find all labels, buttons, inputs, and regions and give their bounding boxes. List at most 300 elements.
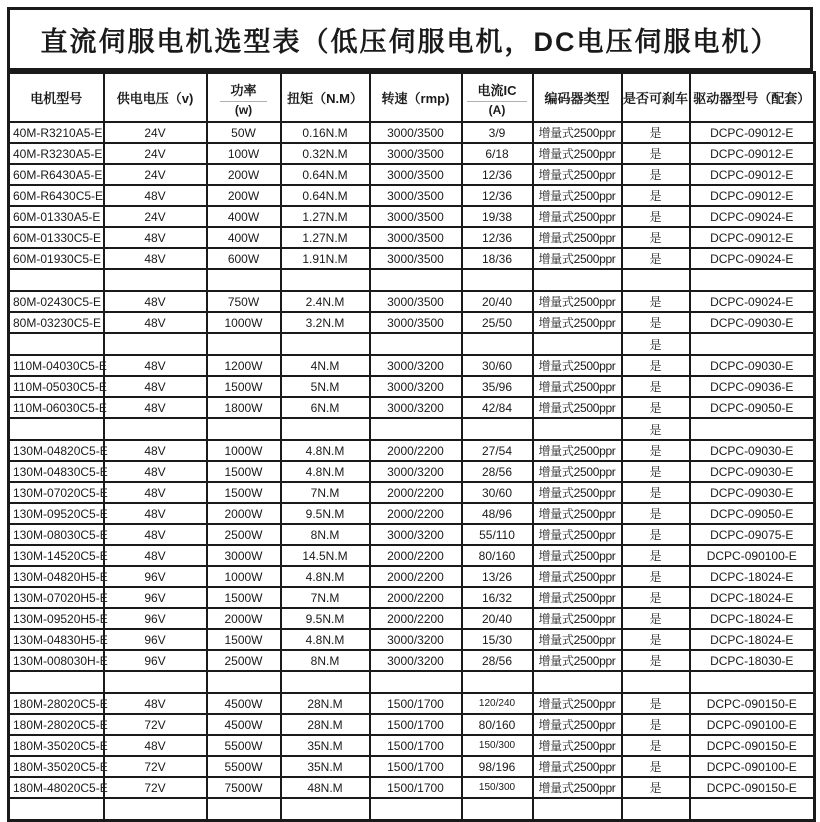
cell-driver bbox=[690, 418, 815, 440]
cell-encoder: 增量式2500ppr bbox=[533, 650, 622, 671]
cell-voltage: 96V bbox=[104, 608, 207, 629]
cell-power bbox=[207, 418, 281, 440]
cell-power: 400W bbox=[207, 227, 281, 248]
cell-driver: DCPC-09024-E bbox=[690, 291, 815, 312]
cell-torque: 28N.M bbox=[281, 714, 370, 735]
cell-current: 80/160 bbox=[462, 714, 533, 735]
cell-driver: DCPC-090150-E bbox=[690, 735, 815, 756]
cell-brake: 是 bbox=[622, 545, 690, 566]
cell-encoder: 增量式2500ppr bbox=[533, 587, 622, 608]
cell-current: 12/36 bbox=[462, 185, 533, 206]
column-header-voltage: 供电电压（v) bbox=[104, 73, 207, 123]
cell-power: 7500W bbox=[207, 777, 281, 798]
cell-encoder: 增量式2500ppr bbox=[533, 608, 622, 629]
motor-table bbox=[7, 71, 816, 822]
cell-driver: DCPC-09036-E bbox=[690, 376, 815, 397]
cell-speed: 2000/2200 bbox=[370, 503, 462, 524]
cell-brake bbox=[622, 671, 690, 693]
cell-brake: 是 bbox=[622, 355, 690, 376]
cell-brake: 是 bbox=[622, 312, 690, 333]
cell-driver: DCPC-09030-E bbox=[690, 312, 815, 333]
cell-driver: DCPC-09030-E bbox=[690, 355, 815, 376]
cell-voltage: 96V bbox=[104, 629, 207, 650]
cell-driver: DCPC-09050-E bbox=[690, 503, 815, 524]
cell-driver: DCPC-090100-E bbox=[690, 756, 815, 777]
cell-power: 5500W bbox=[207, 735, 281, 756]
column-header-model: 电机型号 bbox=[9, 73, 104, 123]
cell-torque: 4.8N.M bbox=[281, 461, 370, 482]
cell-speed: 2000/2200 bbox=[370, 482, 462, 503]
cell-model: 40M-R3230A5-E bbox=[9, 143, 104, 164]
table-row bbox=[9, 587, 815, 608]
cell-speed: 3000/3200 bbox=[370, 397, 462, 418]
cell-current: 48/96 bbox=[462, 503, 533, 524]
cell-speed: 3000/3500 bbox=[370, 185, 462, 206]
cell-current: 28/56 bbox=[462, 461, 533, 482]
cell-model: 60M-01330A5-E bbox=[9, 206, 104, 227]
cell-speed: 2000/2200 bbox=[370, 440, 462, 461]
cell-model: 130M-09520C5-E bbox=[9, 503, 104, 524]
cell-brake: 是 bbox=[622, 756, 690, 777]
cell-speed: 3000/3200 bbox=[370, 376, 462, 397]
cell-torque: 35N.M bbox=[281, 735, 370, 756]
cell-current: 18/36 bbox=[462, 248, 533, 269]
cell-torque: 48N.M bbox=[281, 777, 370, 798]
cell-driver: DCPC-090150-E bbox=[690, 693, 815, 714]
cell-torque: 1.91N.M bbox=[281, 248, 370, 269]
cell-driver: DCPC-090150-E bbox=[690, 777, 815, 798]
cell-voltage: 96V bbox=[104, 587, 207, 608]
cell-voltage: 48V bbox=[104, 227, 207, 248]
cell-speed: 2000/2200 bbox=[370, 587, 462, 608]
cell-torque: 2.4N.M bbox=[281, 291, 370, 312]
cell-current: 98/196 bbox=[462, 756, 533, 777]
cell-current: 20/40 bbox=[462, 291, 533, 312]
cell-model: 130M-07020C5-E bbox=[9, 482, 104, 503]
cell-encoder: 增量式2500ppr bbox=[533, 355, 622, 376]
cell-voltage: 24V bbox=[104, 143, 207, 164]
cell-driver: DCPC-09012-E bbox=[690, 227, 815, 248]
page-title: 直流伺服电机选型表（低压伺服电机，DC电压伺服电机） bbox=[7, 7, 813, 71]
cell-speed: 2000/2200 bbox=[370, 545, 462, 566]
cell-torque: 28N.M bbox=[281, 693, 370, 714]
cell-power: 5500W bbox=[207, 756, 281, 777]
cell-torque: 4.8N.M bbox=[281, 629, 370, 650]
cell-brake: 是 bbox=[622, 376, 690, 397]
cell-driver: DCPC-09012-E bbox=[690, 122, 815, 143]
cell-speed: 3000/3500 bbox=[370, 122, 462, 143]
cell-current: 80/160 bbox=[462, 545, 533, 566]
cell-current: 6/18 bbox=[462, 143, 533, 164]
cell-voltage bbox=[104, 333, 207, 355]
cell-brake: 是 bbox=[622, 206, 690, 227]
cell-speed: 1500/1700 bbox=[370, 693, 462, 714]
cell-torque: 0.64N.M bbox=[281, 185, 370, 206]
cell-driver: DCPC-09024-E bbox=[690, 206, 815, 227]
cell-torque: 9.5N.M bbox=[281, 608, 370, 629]
cell-voltage: 48V bbox=[104, 524, 207, 545]
table-row bbox=[9, 397, 815, 418]
cell-current: 30/60 bbox=[462, 482, 533, 503]
cell-brake: 是 bbox=[622, 714, 690, 735]
cell-encoder bbox=[533, 671, 622, 693]
cell-brake: 是 bbox=[622, 587, 690, 608]
cell-encoder: 增量式2500ppr bbox=[533, 143, 622, 164]
cell-encoder: 增量式2500ppr bbox=[533, 227, 622, 248]
cell-current: 25/50 bbox=[462, 312, 533, 333]
cell-voltage: 48V bbox=[104, 461, 207, 482]
cell-speed: 3000/3500 bbox=[370, 227, 462, 248]
cell-torque: 6N.M bbox=[281, 397, 370, 418]
cell-speed bbox=[370, 269, 462, 291]
table-row bbox=[9, 164, 815, 185]
cell-speed bbox=[370, 671, 462, 693]
cell-encoder: 增量式2500ppr bbox=[533, 397, 622, 418]
cell-voltage: 72V bbox=[104, 714, 207, 735]
cell-power: 1500W bbox=[207, 376, 281, 397]
cell-brake: 是 bbox=[622, 650, 690, 671]
cell-brake: 是 bbox=[622, 503, 690, 524]
cell-current bbox=[462, 418, 533, 440]
cell-brake: 是 bbox=[622, 735, 690, 756]
cell-model: 130M-04830C5-E bbox=[9, 461, 104, 482]
cell-torque: 8N.M bbox=[281, 650, 370, 671]
cell-torque: 5N.M bbox=[281, 376, 370, 397]
table-row bbox=[9, 143, 815, 164]
cell-speed: 3000/3200 bbox=[370, 355, 462, 376]
cell-current: 3/9 bbox=[462, 122, 533, 143]
cell-brake: 是 bbox=[622, 397, 690, 418]
cell-torque: 0.64N.M bbox=[281, 164, 370, 185]
cell-voltage: 48V bbox=[104, 355, 207, 376]
cell-torque: 14.5N.M bbox=[281, 545, 370, 566]
cell-encoder: 增量式2500ppr bbox=[533, 312, 622, 333]
cell-brake: 是 bbox=[622, 418, 690, 440]
cell-model: 180M-35020C5-E bbox=[9, 735, 104, 756]
cell-encoder: 增量式2500ppr bbox=[533, 248, 622, 269]
table-body bbox=[9, 122, 815, 821]
table-row bbox=[9, 418, 815, 440]
cell-torque bbox=[281, 333, 370, 355]
cell-brake: 是 bbox=[622, 693, 690, 714]
cell-model: 110M-04030C5-E bbox=[9, 355, 104, 376]
cell-power: 4500W bbox=[207, 693, 281, 714]
table-row bbox=[9, 503, 815, 524]
cell-torque: 35N.M bbox=[281, 756, 370, 777]
table-row bbox=[9, 291, 815, 312]
cell-model bbox=[9, 798, 104, 821]
cell-speed: 2000/2200 bbox=[370, 566, 462, 587]
cell-encoder: 增量式2500ppr bbox=[533, 482, 622, 503]
cell-brake: 是 bbox=[622, 291, 690, 312]
cell-model: 130M-08030C5-E bbox=[9, 524, 104, 545]
cell-driver: DCPC-09030-E bbox=[690, 461, 815, 482]
cell-encoder: 增量式2500ppr bbox=[533, 122, 622, 143]
cell-driver: DCPC-09012-E bbox=[690, 164, 815, 185]
cell-brake: 是 bbox=[622, 185, 690, 206]
column-header-current: 电流IC (A) bbox=[462, 73, 533, 123]
table-row bbox=[9, 440, 815, 461]
cell-model: 130M-008030H-E bbox=[9, 650, 104, 671]
cell-voltage: 48V bbox=[104, 735, 207, 756]
table-row bbox=[9, 312, 815, 333]
cell-model: 110M-06030C5-E bbox=[9, 397, 104, 418]
cell-voltage: 96V bbox=[104, 650, 207, 671]
cell-encoder: 增量式2500ppr bbox=[533, 629, 622, 650]
column-header-power: 功率 (w) bbox=[207, 73, 281, 123]
cell-model: 130M-09520H5-E bbox=[9, 608, 104, 629]
table-row bbox=[9, 482, 815, 503]
cell-current: 150/300 bbox=[462, 735, 533, 756]
cell-torque: 7N.M bbox=[281, 587, 370, 608]
cell-model: 60M-R6430A5-E bbox=[9, 164, 104, 185]
cell-model: 80M-03230C5-E bbox=[9, 312, 104, 333]
column-header-encoder: 编码器类型 bbox=[533, 73, 622, 123]
cell-encoder: 增量式2500ppr bbox=[533, 164, 622, 185]
cell-voltage bbox=[104, 269, 207, 291]
cell-encoder bbox=[533, 798, 622, 821]
cell-current: 16/32 bbox=[462, 587, 533, 608]
cell-torque: 1.27N.M bbox=[281, 206, 370, 227]
cell-current: 12/36 bbox=[462, 164, 533, 185]
cell-driver: DCPC-18024-E bbox=[690, 566, 815, 587]
cell-current bbox=[462, 269, 533, 291]
cell-current: 35/96 bbox=[462, 376, 533, 397]
cell-model: 130M-04830H5-E bbox=[9, 629, 104, 650]
cell-voltage: 48V bbox=[104, 482, 207, 503]
table-row bbox=[9, 566, 815, 587]
cell-model: 60M-01930C5-E bbox=[9, 248, 104, 269]
table-row bbox=[9, 777, 815, 798]
cell-driver: DCPC-09030-E bbox=[690, 482, 815, 503]
cell-model: 130M-04820C5-E bbox=[9, 440, 104, 461]
cell-power: 600W bbox=[207, 248, 281, 269]
cell-power bbox=[207, 333, 281, 355]
cell-voltage: 48V bbox=[104, 693, 207, 714]
table-row bbox=[9, 756, 815, 777]
cell-power: 50W bbox=[207, 122, 281, 143]
table-row bbox=[9, 671, 815, 693]
cell-current: 20/40 bbox=[462, 608, 533, 629]
cell-power bbox=[207, 671, 281, 693]
cell-driver: DCPC-09075-E bbox=[690, 524, 815, 545]
cell-brake: 是 bbox=[622, 122, 690, 143]
cell-speed bbox=[370, 333, 462, 355]
cell-power bbox=[207, 269, 281, 291]
cell-speed: 3000/3500 bbox=[370, 248, 462, 269]
cell-current: 15/30 bbox=[462, 629, 533, 650]
cell-model bbox=[9, 333, 104, 355]
cell-model: 180M-48020C5-E bbox=[9, 777, 104, 798]
cell-driver: DCPC-09012-E bbox=[690, 185, 815, 206]
cell-torque: 4.8N.M bbox=[281, 566, 370, 587]
cell-model: 180M-28020C5-E bbox=[9, 693, 104, 714]
cell-encoder: 增量式2500ppr bbox=[533, 291, 622, 312]
cell-model: 180M-28020C5-E bbox=[9, 714, 104, 735]
cell-driver: DCPC-18024-E bbox=[690, 608, 815, 629]
cell-brake: 是 bbox=[622, 227, 690, 248]
cell-current bbox=[462, 671, 533, 693]
header-row bbox=[9, 73, 815, 123]
cell-driver: DCPC-090100-E bbox=[690, 714, 815, 735]
cell-brake: 是 bbox=[622, 248, 690, 269]
cell-voltage: 48V bbox=[104, 291, 207, 312]
column-header-speed: 转速（rmp) bbox=[370, 73, 462, 123]
cell-speed: 3000/3200 bbox=[370, 524, 462, 545]
cell-torque: 3.2N.M bbox=[281, 312, 370, 333]
cell-power: 1000W bbox=[207, 440, 281, 461]
cell-brake: 是 bbox=[622, 143, 690, 164]
cell-torque bbox=[281, 418, 370, 440]
cell-model: 180M-35020C5-E bbox=[9, 756, 104, 777]
table-row bbox=[9, 461, 815, 482]
table-row bbox=[9, 206, 815, 227]
cell-torque bbox=[281, 798, 370, 821]
cell-current: 55/110 bbox=[462, 524, 533, 545]
cell-power: 2000W bbox=[207, 608, 281, 629]
cell-current: 27/54 bbox=[462, 440, 533, 461]
cell-voltage: 48V bbox=[104, 545, 207, 566]
cell-driver: DCPC-09024-E bbox=[690, 248, 815, 269]
table-row bbox=[9, 248, 815, 269]
cell-voltage: 96V bbox=[104, 566, 207, 587]
cell-voltage: 24V bbox=[104, 206, 207, 227]
table-row bbox=[9, 122, 815, 143]
cell-voltage: 48V bbox=[104, 440, 207, 461]
cell-driver: DCPC-090100-E bbox=[690, 545, 815, 566]
cell-driver: DCPC-09012-E bbox=[690, 143, 815, 164]
table-row bbox=[9, 333, 815, 355]
cell-speed: 3000/3500 bbox=[370, 143, 462, 164]
cell-current: 30/60 bbox=[462, 355, 533, 376]
cell-driver: DCPC-09050-E bbox=[690, 397, 815, 418]
cell-current: 12/36 bbox=[462, 227, 533, 248]
cell-encoder: 增量式2500ppr bbox=[533, 545, 622, 566]
cell-model: 60M-R6430C5-E bbox=[9, 185, 104, 206]
cell-power: 2500W bbox=[207, 524, 281, 545]
cell-speed bbox=[370, 418, 462, 440]
cell-power: 1500W bbox=[207, 461, 281, 482]
table-row bbox=[9, 608, 815, 629]
cell-speed: 3000/3200 bbox=[370, 650, 462, 671]
cell-encoder bbox=[533, 333, 622, 355]
cell-power: 1500W bbox=[207, 482, 281, 503]
cell-speed: 2000/2200 bbox=[370, 608, 462, 629]
cell-voltage: 72V bbox=[104, 777, 207, 798]
cell-model: 130M-14520C5-E bbox=[9, 545, 104, 566]
cell-voltage bbox=[104, 671, 207, 693]
cell-brake: 是 bbox=[622, 482, 690, 503]
column-header-brake: 是否可刹车 bbox=[622, 73, 690, 123]
cell-voltage: 48V bbox=[104, 503, 207, 524]
table-row bbox=[9, 629, 815, 650]
column-header-driver: 驱动器型号（配套） bbox=[690, 73, 815, 123]
cell-driver bbox=[690, 333, 815, 355]
cell-model: 110M-05030C5-E bbox=[9, 376, 104, 397]
cell-current bbox=[462, 798, 533, 821]
table-row bbox=[9, 545, 815, 566]
cell-speed: 1500/1700 bbox=[370, 777, 462, 798]
cell-power: 1500W bbox=[207, 587, 281, 608]
cell-power: 200W bbox=[207, 185, 281, 206]
cell-current bbox=[462, 333, 533, 355]
table-row bbox=[9, 269, 815, 291]
cell-encoder: 增量式2500ppr bbox=[533, 461, 622, 482]
cell-driver: DCPC-18030-E bbox=[690, 650, 815, 671]
cell-power: 1800W bbox=[207, 397, 281, 418]
cell-power: 3000W bbox=[207, 545, 281, 566]
cell-encoder: 增量式2500ppr bbox=[533, 566, 622, 587]
cell-brake: 是 bbox=[622, 566, 690, 587]
cell-model bbox=[9, 418, 104, 440]
cell-voltage: 24V bbox=[104, 122, 207, 143]
cell-torque: 7N.M bbox=[281, 482, 370, 503]
cell-torque: 0.16N.M bbox=[281, 122, 370, 143]
table-row bbox=[9, 355, 815, 376]
cell-voltage: 48V bbox=[104, 397, 207, 418]
cell-torque: 8N.M bbox=[281, 524, 370, 545]
cell-model: 40M-R3210A5-E bbox=[9, 122, 104, 143]
cell-torque bbox=[281, 671, 370, 693]
cell-power: 100W bbox=[207, 143, 281, 164]
cell-brake bbox=[622, 269, 690, 291]
cell-encoder: 增量式2500ppr bbox=[533, 376, 622, 397]
cell-brake: 是 bbox=[622, 608, 690, 629]
cell-encoder: 增量式2500ppr bbox=[533, 206, 622, 227]
cell-brake: 是 bbox=[622, 629, 690, 650]
cell-encoder: 增量式2500ppr bbox=[533, 735, 622, 756]
cell-current: 120/240 bbox=[462, 693, 533, 714]
cell-current: 13/26 bbox=[462, 566, 533, 587]
cell-power: 750W bbox=[207, 291, 281, 312]
cell-current: 19/38 bbox=[462, 206, 533, 227]
cell-driver bbox=[690, 798, 815, 821]
cell-power: 200W bbox=[207, 164, 281, 185]
table-row bbox=[9, 735, 815, 756]
cell-encoder: 增量式2500ppr bbox=[533, 440, 622, 461]
table-row bbox=[9, 227, 815, 248]
cell-model: 130M-04820H5-E bbox=[9, 566, 104, 587]
cell-brake: 是 bbox=[622, 333, 690, 355]
cell-model bbox=[9, 671, 104, 693]
cell-power: 1500W bbox=[207, 629, 281, 650]
cell-brake: 是 bbox=[622, 164, 690, 185]
cell-voltage: 48V bbox=[104, 312, 207, 333]
cell-power bbox=[207, 798, 281, 821]
cell-speed: 1500/1700 bbox=[370, 714, 462, 735]
cell-model: 130M-07020H5-E bbox=[9, 587, 104, 608]
cell-power: 4500W bbox=[207, 714, 281, 735]
column-header-torque: 扭矩（N.M） bbox=[281, 73, 370, 123]
cell-brake bbox=[622, 798, 690, 821]
cell-voltage bbox=[104, 798, 207, 821]
table-row bbox=[9, 376, 815, 397]
cell-torque bbox=[281, 269, 370, 291]
cell-power: 1000W bbox=[207, 312, 281, 333]
cell-voltage: 48V bbox=[104, 376, 207, 397]
table-row bbox=[9, 693, 815, 714]
cell-torque: 0.32N.M bbox=[281, 143, 370, 164]
cell-encoder: 增量式2500ppr bbox=[533, 777, 622, 798]
cell-voltage: 24V bbox=[104, 164, 207, 185]
cell-speed: 3000/3500 bbox=[370, 206, 462, 227]
cell-encoder: 增量式2500ppr bbox=[533, 185, 622, 206]
cell-speed: 3000/3500 bbox=[370, 164, 462, 185]
cell-voltage bbox=[104, 418, 207, 440]
cell-torque: 9.5N.M bbox=[281, 503, 370, 524]
cell-brake: 是 bbox=[622, 777, 690, 798]
cell-driver bbox=[690, 269, 815, 291]
